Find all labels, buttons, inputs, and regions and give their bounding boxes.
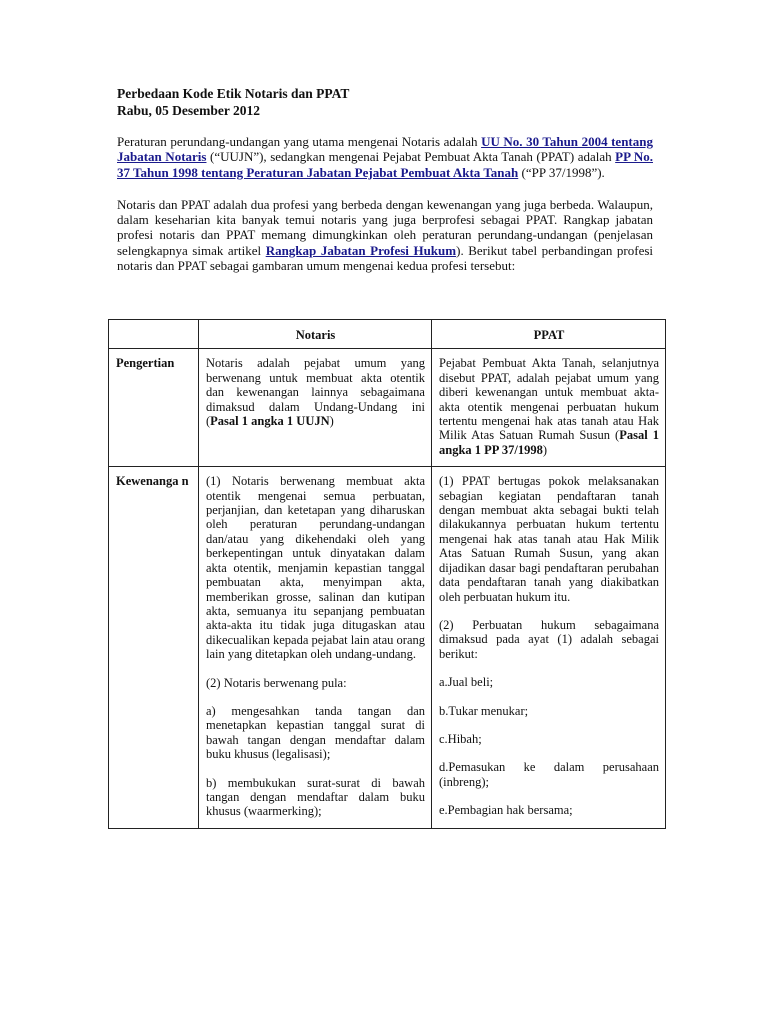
cell-text: Pejabat Pembuat Akta Tanah, selanjutnya disebut PPAT, adalah pejabat umum yang diberi kewenangan untuk membuat akta-akta otentik mengenai perbuatan hukum tertentu mengenai hak atas tanah atau Hak Milik Atas Satuan Rumah Susun ( [439,356,659,443]
intro-text-1: Peraturan perundang-undangan yang utama mengenai Notaris adalah [117,134,482,149]
table-row [109,467,666,829]
header-ppat: PPAT [432,320,666,349]
legal-reference: Pasal 1 angka 1 UUJN [210,414,330,429]
ppat-pengertian-cell [432,349,666,467]
table-row [109,349,666,467]
article-date: Rabu, 05 Desember 2012 [117,103,260,118]
header-empty-cell [109,320,199,349]
body-text-2: ). Berikut tabel perbandingan profesi notaris dan PPAT sebagai gambaran umum mengenai kedua profesi tersebut: [117,242,654,274]
article [117,85,653,273]
cell-text: ) [329,414,334,429]
cell-paragraph: (2) Perbuatan hukum sebagaimana dimaksud pada ayat (1) adalah sebagai berikut: [439,617,659,661]
list-item: e.Pembagian hak bersama; [439,803,573,818]
row-label-kewenangan: Kewenanga n [109,467,199,829]
cell-paragraph: (2) Notaris berwenang pula: [206,675,347,690]
intro-text-3: (“PP 37/1998”). [518,164,605,180]
cell-paragraph: a) mengesahkan tanda tangan dan menetapkan kepastian tanggal surat di bawah tangan dengan mendaftar dalam buku khusus (legalisasi); [206,703,425,762]
body-text-1: Notaris dan PPAT adalah dua profesi yang berbeda dengan kewenangan yang juga berbeda. Walaupun, dalam keseharian kita banyak temui notaris yang juga berprofesi sebagai PPAT. Rangkap jabatan profesi notaris dan PPAT memang dimungkinkan oleh peraturan perundang-undangan (penjelasan selengkapnya simak artikel [117,196,653,258]
ppat-kewenangan-cell [432,467,666,829]
list-item: d.Pemasukan ke dalam perusahaan (inbreng); [439,760,659,789]
notaris-pengertian-cell [199,349,432,467]
cell-text: ) [542,442,548,457]
cell-paragraph: (1) Notaris berwenang membuat akta otentik mengenai semua perbuatan, perjanjian, dan ketetapan yang diharuskan oleh peraturan perundang-undangan dan/atau yang dikehendaki oleh yang berkepentingan untuk dinyatakan dalam akta otentik, menjamin kepastian tanggal pembuatan akta, menyimpan akta, memberikan grosse, salinan dan kutipan akta, semuanya itu sepanjang pembuatan akta-akta itu tidak juga ditugaskan atau dikecualikan kepada pejabat lain atau orang lain yang ditetapkan oleh undang-undang. [206,474,425,662]
article-title: Perbedaan Kode Etik Notaris dan PPAT [117,86,350,101]
header-notaris: Notaris [199,320,432,349]
pp37-link[interactable]: PP No. 37 Tahun 1998 tentang Peraturan Jabatan Pejabat Pembuat Akta Tanah [117,149,653,180]
table-header-row [109,320,666,349]
cell-paragraph: (1) PPAT bertugas pokok melaksanakan sebagian kegiatan pendaftaran tanah dengan membuat akta sebagai bukti telah dilakukannya perbuatan hukum tertentu mengenai hak atas tanah atau Hak Milik Atas Satuan Rumah Susun, yang akan dijadikan dasar bagi pendaftaran perubahan data pendaftaran tanah yang diakibatkan oleh perbuatan hukum itu. [439,474,659,604]
list-item: c.Hibah; [439,731,482,746]
list-item: a.Jual beli; [439,675,494,690]
row-label-pengertian: Pengertian [109,349,199,467]
rangkap-jabatan-link[interactable]: Rangkap Jabatan Profesi Hukum [265,242,457,258]
intro-text-2: (“UUJN”), sedangkan mengenai Pejabat Pembuat Akta Tanah (PPAT) adalah [206,149,616,165]
comparison-table [108,319,666,829]
legal-reference: Pasal 1 angka 1 PP 37/1998 [439,428,659,457]
cell-paragraph: b) membukukan surat-surat di bawah tangan dengan mendaftar dalam buku khusus (waarmerking); [206,775,425,819]
uujn-link[interactable]: UU No. 30 Tahun 2004 tentang Jabatan Notaris [117,134,653,165]
cell-text: Notaris adalah pejabat umum yang berwenang untuk membuat akta otentik dan kewenangan lainnya sebagaimana dimaksud dalam Undang-Undang ini ( [206,356,425,429]
notaris-kewenangan-cell [199,467,432,829]
list-item: b.Tukar menukar; [439,703,529,718]
intro-paragraph [117,134,653,180]
body-paragraph [117,197,653,273]
